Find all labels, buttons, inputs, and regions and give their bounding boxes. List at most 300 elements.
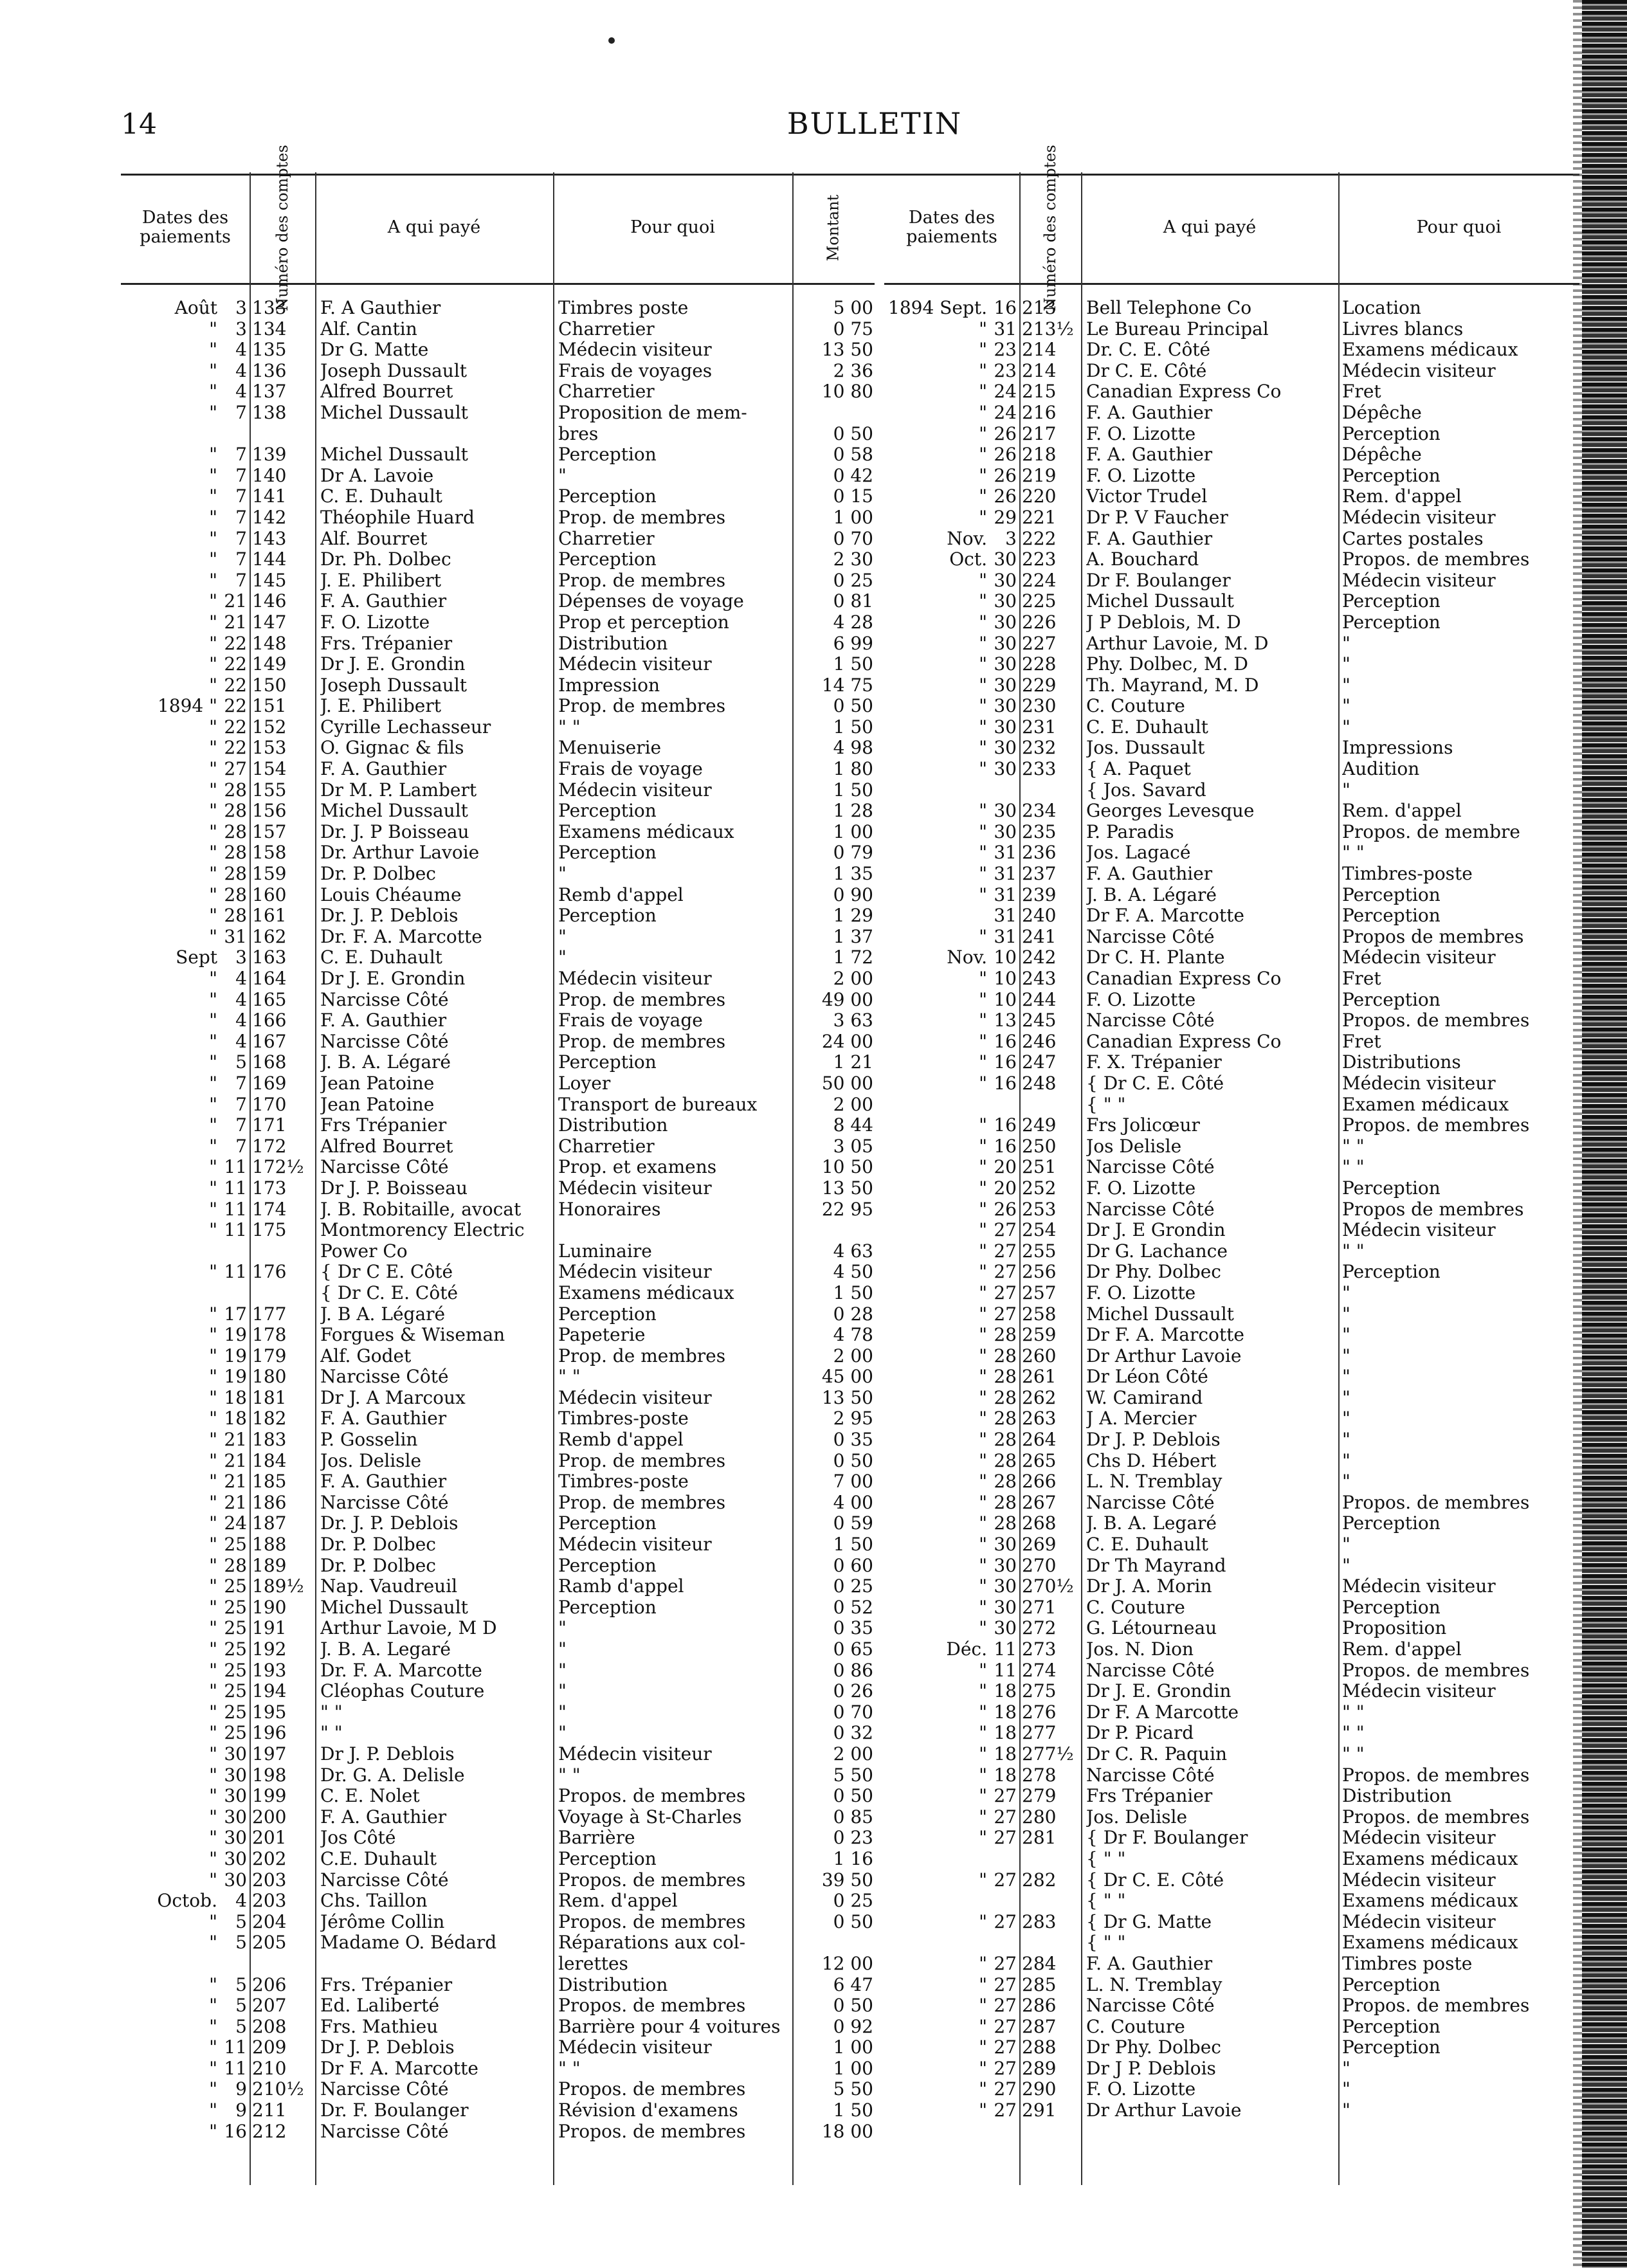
cell-day: 26	[994, 444, 1017, 466]
cell-purpose: Charretier	[558, 528, 655, 549]
cell-day: 18	[994, 1723, 1017, 1744]
cell-account-number: 147	[252, 612, 287, 633]
cell-purpose: Propos. de membres	[1342, 1806, 1530, 1828]
cell-day: 9	[235, 2100, 247, 2121]
cell-payee: Michel Dussault	[1086, 591, 1234, 612]
cell-account-number: 241	[1022, 926, 1057, 947]
cell-day: 21	[224, 1471, 247, 1492]
cell-purpose: Dépêche	[1342, 402, 1422, 423]
cell-account-number: 194	[252, 1681, 287, 1702]
cell-day: 25	[224, 1701, 247, 1723]
cell-purpose: "	[1342, 654, 1350, 675]
cell-purpose: Prop. de membres	[558, 1031, 726, 1052]
cell-amount: 4 98	[833, 738, 873, 759]
cell-month: "	[209, 759, 217, 780]
cell-purpose: " "	[558, 716, 581, 738]
cell-purpose: "	[558, 1639, 567, 1660]
cell-month: "	[209, 1597, 217, 1618]
cell-payee: Dr. J. P Boisseau	[320, 821, 469, 842]
cell-day: 27	[994, 1911, 1017, 1932]
cell-purpose: Timbres poste	[1342, 1953, 1473, 1974]
cell-payee: J P Deblois, M. D	[1086, 612, 1241, 633]
cell-day: 30	[994, 759, 1017, 780]
cell-day: 22	[224, 738, 247, 759]
cell-day: 28	[224, 842, 247, 864]
cell-month: "	[979, 402, 987, 423]
cell-purpose: Charretier	[558, 1136, 655, 1157]
cell-payee: Théophile Huard	[320, 507, 475, 528]
cell-purpose: Rem. d'appel	[1342, 1639, 1462, 1660]
cell-amount: 18 00	[821, 2121, 873, 2142]
cell-account-number: 262	[1022, 1387, 1057, 1408]
cell-purpose: Perception	[1342, 591, 1441, 612]
cell-month: "	[209, 801, 217, 822]
cell-amount: 0 26	[833, 1681, 873, 1702]
cell-purpose: Prop et perception	[558, 612, 729, 633]
cell-month: "	[979, 821, 987, 842]
cell-payee: { Dr C. E. Côté	[320, 1282, 459, 1303]
cell-account-number: 255	[1022, 1240, 1057, 1262]
column-rule	[553, 172, 554, 2185]
cell-day: 10	[994, 947, 1017, 968]
cell-payee: G. Létourneau	[1086, 1618, 1217, 1639]
right-ledger	[884, 144, 1579, 2230]
left-ledger	[121, 144, 875, 2230]
cell-payee: Narcisse Côté	[1086, 1660, 1215, 1681]
cell-payee: Dr J. A. Morin	[1086, 1576, 1212, 1597]
cell-account-number: 154	[252, 759, 287, 780]
cell-payee: { " "	[1086, 1891, 1126, 1912]
cell-day: 21	[224, 1429, 247, 1451]
cell-month: "	[979, 1240, 987, 1262]
cell-day: 27	[994, 2037, 1017, 2058]
cell-month: "	[209, 1660, 217, 1681]
cell-purpose: "	[1342, 716, 1350, 738]
cell-amount: 0 35	[833, 1429, 873, 1451]
cell-account-number: 140	[252, 465, 287, 486]
cell-account-number: 218	[1022, 444, 1057, 466]
cell-amount: 49 00	[821, 989, 873, 1010]
cell-account-number: 248	[1022, 1073, 1057, 1094]
cell-day: 24	[994, 381, 1017, 403]
cell-day: 28	[224, 779, 247, 801]
cell-day: 30	[994, 591, 1017, 612]
cell-purpose: Propos. de membres	[558, 1869, 746, 1891]
cell-month: "	[209, 486, 217, 507]
cell-purpose: Timbres-poste	[558, 1471, 689, 1492]
cell-month: "	[209, 1177, 217, 1199]
cell-payee: Dr. P. Dolbec	[320, 864, 436, 885]
cell-purpose: Perception	[1342, 1262, 1441, 1283]
cell-day: 28	[994, 1471, 1017, 1492]
cell-amount: 10 50	[821, 1157, 873, 1178]
cell-day: 31	[224, 926, 247, 947]
cell-purpose: "	[558, 1701, 567, 1723]
cell-purpose: Médecin visiteur	[1342, 947, 1496, 968]
header-dates: Dates des paiements	[140, 208, 231, 247]
cell-purpose: Perception	[558, 1513, 657, 1534]
cell-month: "	[979, 2100, 987, 2121]
cell-day: 26	[994, 1199, 1017, 1220]
cell-day: 19	[224, 1345, 247, 1366]
cell-month: "	[979, 1534, 987, 1556]
cell-day: 4	[235, 989, 247, 1010]
cell-day: 31	[994, 842, 1017, 864]
cell-day: 26	[994, 465, 1017, 486]
cell-account-number: 188	[252, 1534, 287, 1556]
cell-purpose: Honoraires	[558, 1199, 661, 1220]
cell-amount: 14 75	[821, 675, 873, 696]
cell-month: "	[209, 381, 217, 403]
cell-account-number: 178	[252, 1325, 287, 1346]
cell-amount: 0 28	[833, 1303, 873, 1325]
cell-month: "	[979, 1031, 987, 1052]
cell-purpose: Propos. de membres	[1342, 1765, 1530, 1786]
cell-payee: Dr. G. A. Delisle	[320, 1765, 465, 1786]
cell-purpose: "	[1342, 1534, 1350, 1556]
cell-payee: Canadian Express Co	[1086, 1031, 1282, 1052]
cell-amount: 0 25	[833, 1576, 873, 1597]
cell-month: "	[979, 318, 987, 340]
cell-account-number: 210½	[252, 2079, 304, 2100]
cell-day: 30	[994, 675, 1017, 696]
cell-day: 28	[224, 884, 247, 905]
cell-payee: { " "	[1086, 1094, 1126, 1115]
cell-purpose: Médecin visiteur	[558, 1262, 712, 1283]
column-rule	[1081, 172, 1082, 2185]
cell-account-number: 271	[1022, 1597, 1057, 1618]
cell-purpose: Dépêche	[1342, 444, 1422, 466]
cell-payee: Canadian Express Co	[1086, 968, 1282, 989]
cell-account-number: 195	[252, 1701, 287, 1723]
cell-payee: Dr J. E. Grondin	[1086, 1681, 1232, 1702]
cell-amount: 0 85	[833, 1806, 873, 1828]
cell-purpose: Frais de voyage	[558, 1010, 703, 1031]
cell-account-number: 165	[252, 989, 287, 1010]
cell-account-number: 242	[1022, 947, 1057, 968]
cell-payee: { Dr G. Matte	[1086, 1911, 1212, 1932]
cell-account-number: 134	[252, 318, 287, 340]
cell-month: "	[209, 1639, 217, 1660]
cell-payee: Dr Léon Côté	[1086, 1366, 1208, 1388]
cell-amount: 13 50	[821, 340, 873, 361]
cell-amount: 1 16	[833, 1848, 873, 1869]
cell-account-number: 253	[1022, 1199, 1057, 1220]
cell-day: 25	[224, 1597, 247, 1618]
cell-day: 27	[994, 1869, 1017, 1891]
cell-month: Oct.	[949, 549, 987, 570]
cell-day: 7	[235, 465, 247, 486]
cell-payee: Narcisse Côté	[1086, 1010, 1215, 1031]
cell-purpose: "	[558, 1681, 567, 1702]
cell-purpose: Médecin visiteur	[558, 340, 712, 361]
cell-month: "	[979, 1177, 987, 1199]
cell-payee: J. B. A. Légaré	[320, 1052, 451, 1073]
cell-day: 27	[994, 1303, 1017, 1325]
cell-account-number: 281	[1022, 1828, 1057, 1849]
cell-purpose: Révision d'examens	[558, 2100, 738, 2121]
cell-payee: Dr J. P. Deblois	[320, 1743, 455, 1765]
cell-purpose: Propos de membres	[1342, 926, 1524, 947]
cell-purpose: lerettes	[558, 1953, 628, 1974]
cell-month: "	[209, 1010, 217, 1031]
cell-purpose: Examens médicaux	[558, 821, 734, 842]
cell-day: 4	[235, 1031, 247, 1052]
cell-purpose: "	[1342, 2079, 1350, 2100]
cell-payee: Frs Trépanier	[1086, 1786, 1213, 1807]
cell-account-number: 236	[1022, 842, 1057, 864]
cell-account-number: 219	[1022, 465, 1057, 486]
cell-purpose: Perception	[1342, 884, 1441, 905]
cell-amount: 0 50	[833, 1450, 873, 1471]
cell-day: 25	[224, 1723, 247, 1744]
cell-month: "	[209, 2037, 217, 2058]
cell-purpose: Impression	[558, 675, 660, 696]
cell-payee: Alfred Bourret	[320, 381, 453, 403]
cell-purpose: Timbres-poste	[1342, 864, 1473, 885]
cell-amount: 50 00	[821, 1073, 873, 1094]
cell-account-number: 155	[252, 779, 287, 801]
cell-payee: Cléophas Couture	[320, 1681, 485, 1702]
cell-payee: Narcisse Côté	[1086, 1157, 1215, 1178]
cell-purpose: "	[1342, 779, 1350, 801]
cell-payee: F. O. Lizotte	[1086, 465, 1196, 486]
cell-purpose: Propos. de membres	[558, 2079, 746, 2100]
cell-month: "	[979, 864, 987, 885]
cell-month: 1894 "	[157, 696, 217, 717]
cell-payee: Dr. P. Dolbec	[320, 1534, 436, 1556]
cell-month: 1894 Sept.	[888, 298, 987, 318]
cell-amount: 22 95	[821, 1199, 873, 1220]
cell-purpose: " "	[1342, 1157, 1365, 1178]
cell-day: 16	[994, 1136, 1017, 1157]
cell-payee: Dr C. E. Côté	[1086, 360, 1207, 381]
cell-day: 25	[224, 1576, 247, 1597]
cell-amount: 39 50	[821, 1869, 873, 1891]
cell-payee: Joseph Dussault	[320, 360, 468, 381]
cell-day: 4	[235, 381, 247, 403]
cell-account-number: 196	[252, 1723, 287, 1744]
cell-account-number: 142	[252, 507, 287, 528]
cell-purpose: Rem. d'appel	[1342, 801, 1462, 822]
cell-payee: Frs. Trépanier	[320, 1974, 453, 1995]
cell-payee: J. B A. Légaré	[320, 1303, 446, 1325]
cell-month: "	[979, 1199, 987, 1220]
cell-payee: Madame O. Bédard	[320, 1932, 497, 1954]
cell-purpose: Cartes postales	[1342, 528, 1484, 549]
cell-day: 30	[994, 633, 1017, 654]
cell-purpose: Timbres poste	[558, 298, 689, 318]
cell-day: 26	[994, 486, 1017, 507]
cell-purpose: " "	[558, 1765, 581, 1786]
cell-amount: 0 92	[833, 2016, 873, 2037]
cell-day: 30	[994, 801, 1017, 822]
cell-amount: 0 65	[833, 1639, 873, 1660]
cell-account-number: 206	[252, 1974, 287, 1995]
cell-account-number: 229	[1022, 675, 1057, 696]
cell-month: "	[209, 1325, 217, 1346]
cell-day: 28	[994, 1366, 1017, 1388]
cell-day: 11	[224, 1157, 247, 1178]
cell-payee: Narcisse Côté	[320, 1869, 449, 1891]
cell-amount: 2 30	[833, 549, 873, 570]
cell-account-number: 197	[252, 1743, 287, 1765]
cell-day: 30	[224, 1743, 247, 1765]
cell-month: "	[979, 612, 987, 633]
cell-account-number: 189	[252, 1555, 287, 1576]
cell-month: "	[979, 1450, 987, 1471]
cell-account-number: 137	[252, 381, 287, 403]
cell-day: 27	[994, 2058, 1017, 2079]
cell-payee: L. N. Tremblay	[1086, 1471, 1223, 1492]
cell-purpose: Médecin visiteur	[1342, 1220, 1496, 1241]
cell-payee: Alfred Bourret	[320, 1136, 453, 1157]
cell-account-number: 176	[252, 1262, 287, 1283]
cell-account-number: 141	[252, 486, 287, 507]
cell-account-number: 161	[252, 905, 287, 927]
cell-payee: F. A. Gauthier	[320, 759, 447, 780]
cell-day: 31	[994, 864, 1017, 885]
cell-month: "	[209, 528, 217, 549]
cell-month: "	[209, 1408, 217, 1429]
cell-account-number: 247	[1022, 1052, 1057, 1073]
cell-day: 5	[235, 1932, 247, 1954]
cell-month: "	[979, 507, 987, 528]
cell-month: "	[979, 381, 987, 403]
cell-payee: Alf. Godet	[320, 1345, 412, 1366]
cell-account-number: 221	[1022, 507, 1057, 528]
cell-month: "	[209, 1932, 217, 1954]
cell-account-number: 232	[1022, 738, 1057, 759]
cell-payee: Dr F. A. Marcotte	[1086, 1325, 1244, 1346]
cell-day: 28	[994, 1408, 1017, 1429]
cell-account-number: 245	[1022, 1010, 1057, 1031]
cell-month: "	[209, 1031, 217, 1052]
cell-purpose: Prop. de membres	[558, 1450, 726, 1471]
cell-account-number: 288	[1022, 2037, 1057, 2058]
cell-purpose: Médecin visiteur	[1342, 507, 1496, 528]
cell-payee: Narcisse Côté	[320, 989, 449, 1010]
cell-purpose: Propos de membres	[1342, 1199, 1524, 1220]
cell-purpose: "	[558, 465, 567, 486]
cell-purpose: Médecin visiteur	[1342, 360, 1496, 381]
cell-purpose: "	[1342, 1282, 1350, 1303]
cell-purpose: " "	[1342, 1240, 1365, 1262]
cell-day: 30	[224, 1786, 247, 1807]
cell-day: 11	[994, 1660, 1017, 1681]
cell-month: "	[979, 1723, 987, 1744]
cell-month: "	[209, 591, 217, 612]
cell-payee: Phy. Dolbec, M. D	[1086, 654, 1248, 675]
cell-purpose: " "	[1342, 842, 1365, 864]
cell-account-number: 257	[1022, 1282, 1057, 1303]
cell-account-number: 166	[252, 1010, 287, 1031]
cell-day: 7	[235, 1115, 247, 1136]
cell-account-number: 168	[252, 1052, 287, 1073]
cell-account-number: 207	[252, 1995, 287, 2017]
cell-payee: Power Co	[320, 1240, 408, 1262]
cell-account-number: 150	[252, 675, 287, 696]
cell-payee: Jos. Delisle	[320, 1450, 422, 1471]
cell-account-number: 289	[1022, 2058, 1057, 2079]
cell-amount: 3 05	[833, 1136, 873, 1157]
cell-payee: Dr J. P. Deblois	[320, 2037, 455, 2058]
cell-day: 25	[224, 1618, 247, 1639]
cell-payee: F. O. Lizotte	[1086, 423, 1196, 444]
cell-day: 27	[994, 1974, 1017, 1995]
cell-purpose: Menuiserie	[558, 738, 662, 759]
cell-payee: Narcisse Côté	[1086, 1765, 1215, 1786]
cell-day: 5	[235, 1974, 247, 1995]
cell-day: 7	[235, 570, 247, 591]
cell-amount: 1 29	[833, 905, 873, 927]
cell-purpose: "	[1342, 1450, 1350, 1471]
cell-purpose: Médecin visiteur	[1342, 1869, 1496, 1891]
cell-account-number: 186	[252, 1492, 287, 1513]
cell-purpose: Propos. de membres	[1342, 1492, 1530, 1513]
cell-day: 27	[994, 2079, 1017, 2100]
cell-day: 21	[224, 1492, 247, 1513]
cell-day: 25	[224, 1660, 247, 1681]
cell-month: "	[979, 570, 987, 591]
cell-day: 11	[224, 2037, 247, 2058]
cell-day: 27	[994, 2016, 1017, 2037]
cell-amount: 1 35	[833, 864, 873, 885]
cell-month: "	[979, 1282, 987, 1303]
cell-purpose: Distributions	[1342, 1052, 1461, 1073]
cell-account-number: 180	[252, 1366, 287, 1388]
cell-purpose: Barrière pour 4 voitures	[558, 2016, 781, 2037]
cell-month: "	[979, 1492, 987, 1513]
cell-day: 11	[224, 1262, 247, 1283]
cell-day: 7	[235, 1136, 247, 1157]
cell-month: "	[979, 926, 987, 947]
cell-day: 27	[994, 1262, 1017, 1283]
cell-purpose: Propos. de membres	[558, 1995, 746, 2017]
cell-amount: 1 00	[833, 2037, 873, 2058]
cell-purpose: Propos. de membres	[1342, 549, 1530, 570]
cell-purpose: "	[1342, 1555, 1350, 1576]
cell-purpose: Perception	[1342, 465, 1441, 486]
cell-payee: F. A. Gauthier	[320, 591, 447, 612]
cell-account-number: 243	[1022, 968, 1057, 989]
cell-day: 16	[994, 1073, 1017, 1094]
cell-payee: Jean Patoine	[320, 1094, 435, 1115]
cell-account-number: 215	[1022, 381, 1057, 403]
cell-day: 19	[224, 1366, 247, 1388]
cell-amount: 2 36	[833, 360, 873, 381]
cell-purpose: " "	[1342, 1701, 1365, 1723]
cell-payee: { Dr C. E. Côté	[1086, 1869, 1224, 1891]
cell-payee: Dr Phy. Dolbec	[1086, 1262, 1221, 1283]
cell-payee: F. A Gauthier	[320, 298, 441, 318]
header-dates: Dates des paiements	[906, 208, 997, 247]
cell-account-number: 252	[1022, 1177, 1057, 1199]
cell-payee: C. Couture	[1086, 1597, 1185, 1618]
cell-purpose: Timbres-poste	[558, 1408, 689, 1429]
cell-day: 28	[994, 1325, 1017, 1346]
cell-day: 17	[224, 1303, 247, 1325]
cell-payee: F. A. Gauthier	[320, 1806, 447, 1828]
cell-payee: Frs Trépanier	[320, 1115, 447, 1136]
cell-account-number: 261	[1022, 1366, 1057, 1388]
cell-account-number: 193	[252, 1660, 287, 1681]
scan-edge	[1582, 0, 1627, 2268]
cell-day: 21	[224, 1450, 247, 1471]
cell-account-number: 167	[252, 1031, 287, 1052]
cell-month: "	[209, 1681, 217, 1702]
cell-amount: 5 50	[833, 1765, 873, 1786]
